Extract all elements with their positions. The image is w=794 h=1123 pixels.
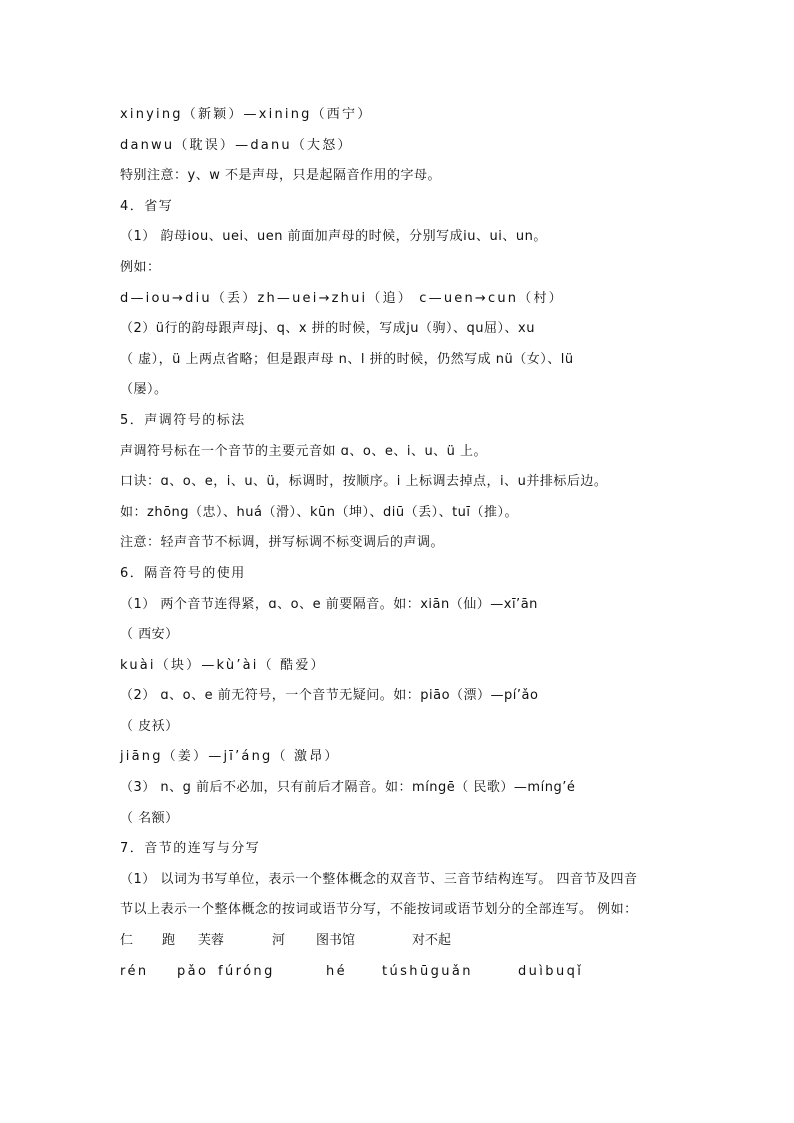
text-line: 例如： <box>120 259 161 275</box>
note-line: 特别注意：y、w 不是声母，只是起隔音作用的字母。 <box>120 168 441 184</box>
example-word: 芙蓉 <box>198 933 225 949</box>
example-line: kuài（块）—kù’ài（ 酷爱） <box>120 657 326 673</box>
example-line: d—iou→diu（丢）zh—uei→zhui（追） c—uen→cun（村） <box>120 290 564 306</box>
example-words-row <box>120 926 680 957</box>
example-line: jiāng（姜）—jī’áng（ 激昂） <box>120 749 340 765</box>
text-line: （屡）。 <box>120 382 168 398</box>
text-line: （3） n、g 前后不必加，只有前后才隔音。如：míngē（ 民歌）—míng’é <box>120 780 576 796</box>
section-heading-abbreviation: 4．省写 <box>120 198 174 214</box>
example-word: 河 <box>272 933 286 949</box>
text-line: （ 名额） <box>120 810 179 826</box>
text-line: （1） 两个音节连得紧，ɑ、o、e 前要隔音。如：xiān（仙）—xī’ān <box>120 596 538 612</box>
example-line: danwu（耽误）—danu（大怒） <box>120 137 353 153</box>
text-line: （2） ɑ、o、e 前无符号，一个音节无疑问。如：piāo（漂）—pí’ǎo <box>120 688 539 704</box>
example-word: 对不起 <box>412 933 452 949</box>
text-line: 声调符号标在一个音节的主要元音如 ɑ、o、e、i、u、ü 上。 <box>120 443 488 459</box>
text-line: （ 虚），ü 上两点省略；但是跟声母 n、l 拼的时候，仍然写成 nü（女）、lü <box>120 351 574 367</box>
example-pinyin: rén <box>120 963 149 979</box>
text-line: （2）ü行的韵母跟声母j、q、x 拼的时候，写成ju（驹）、qu屈）、xu <box>120 321 535 337</box>
example-pinyin-row <box>120 957 680 988</box>
text-line: 口诀：ɑ、o、e，i、u、ü，标调时，按顺序。i 上标调去掉点，i、u并排标后边。 <box>120 474 608 490</box>
example-line: 如：zhōng（忠）、huá（滑）、kūn（坤）、diū（丢）、tuī（推）。 <box>120 504 519 520</box>
example-pinyin: hé <box>326 963 348 979</box>
section-heading-syllable-writing: 7．音节的连写与分写 <box>120 841 261 857</box>
example-word: 图书馆 <box>316 933 356 949</box>
example-pinyin: pǎo <box>177 963 209 979</box>
text-line: （ 皮袄） <box>120 718 179 734</box>
example-pinyin: duìbuqǐ <box>518 963 584 979</box>
example-pinyin: túshūguǎn <box>382 963 473 979</box>
section-heading-apostrophe: 6．隔音符号的使用 <box>120 565 246 581</box>
text-line: （1） 以词为书写单位，表示一个整体概念的双音节、三音节结构连写。 四音节及四音 <box>120 871 638 887</box>
example-line: xinying（新颖）—xining（西宁） <box>120 107 373 122</box>
example-word: 仁 <box>120 933 134 949</box>
text-line: 节以上表示一个整体概念的按词或语节分写，不能按词或语节划分的全部连写。 例如： <box>120 902 638 918</box>
example-word: 跑 <box>162 933 176 949</box>
document-page <box>120 100 680 987</box>
note-line: 注意：轻声音节不标调，拼写标调不标变调后的声调。 <box>120 535 445 551</box>
text-line: （ 西安） <box>120 627 179 643</box>
text-line: （1） 韵母iou、uei、uen 前面加声母的时候，分别写成iu、ui、un。 <box>120 229 547 245</box>
section-heading-tone-marks: 5．声调符号的标法 <box>120 412 246 428</box>
example-pinyin: fúróng <box>218 963 275 979</box>
